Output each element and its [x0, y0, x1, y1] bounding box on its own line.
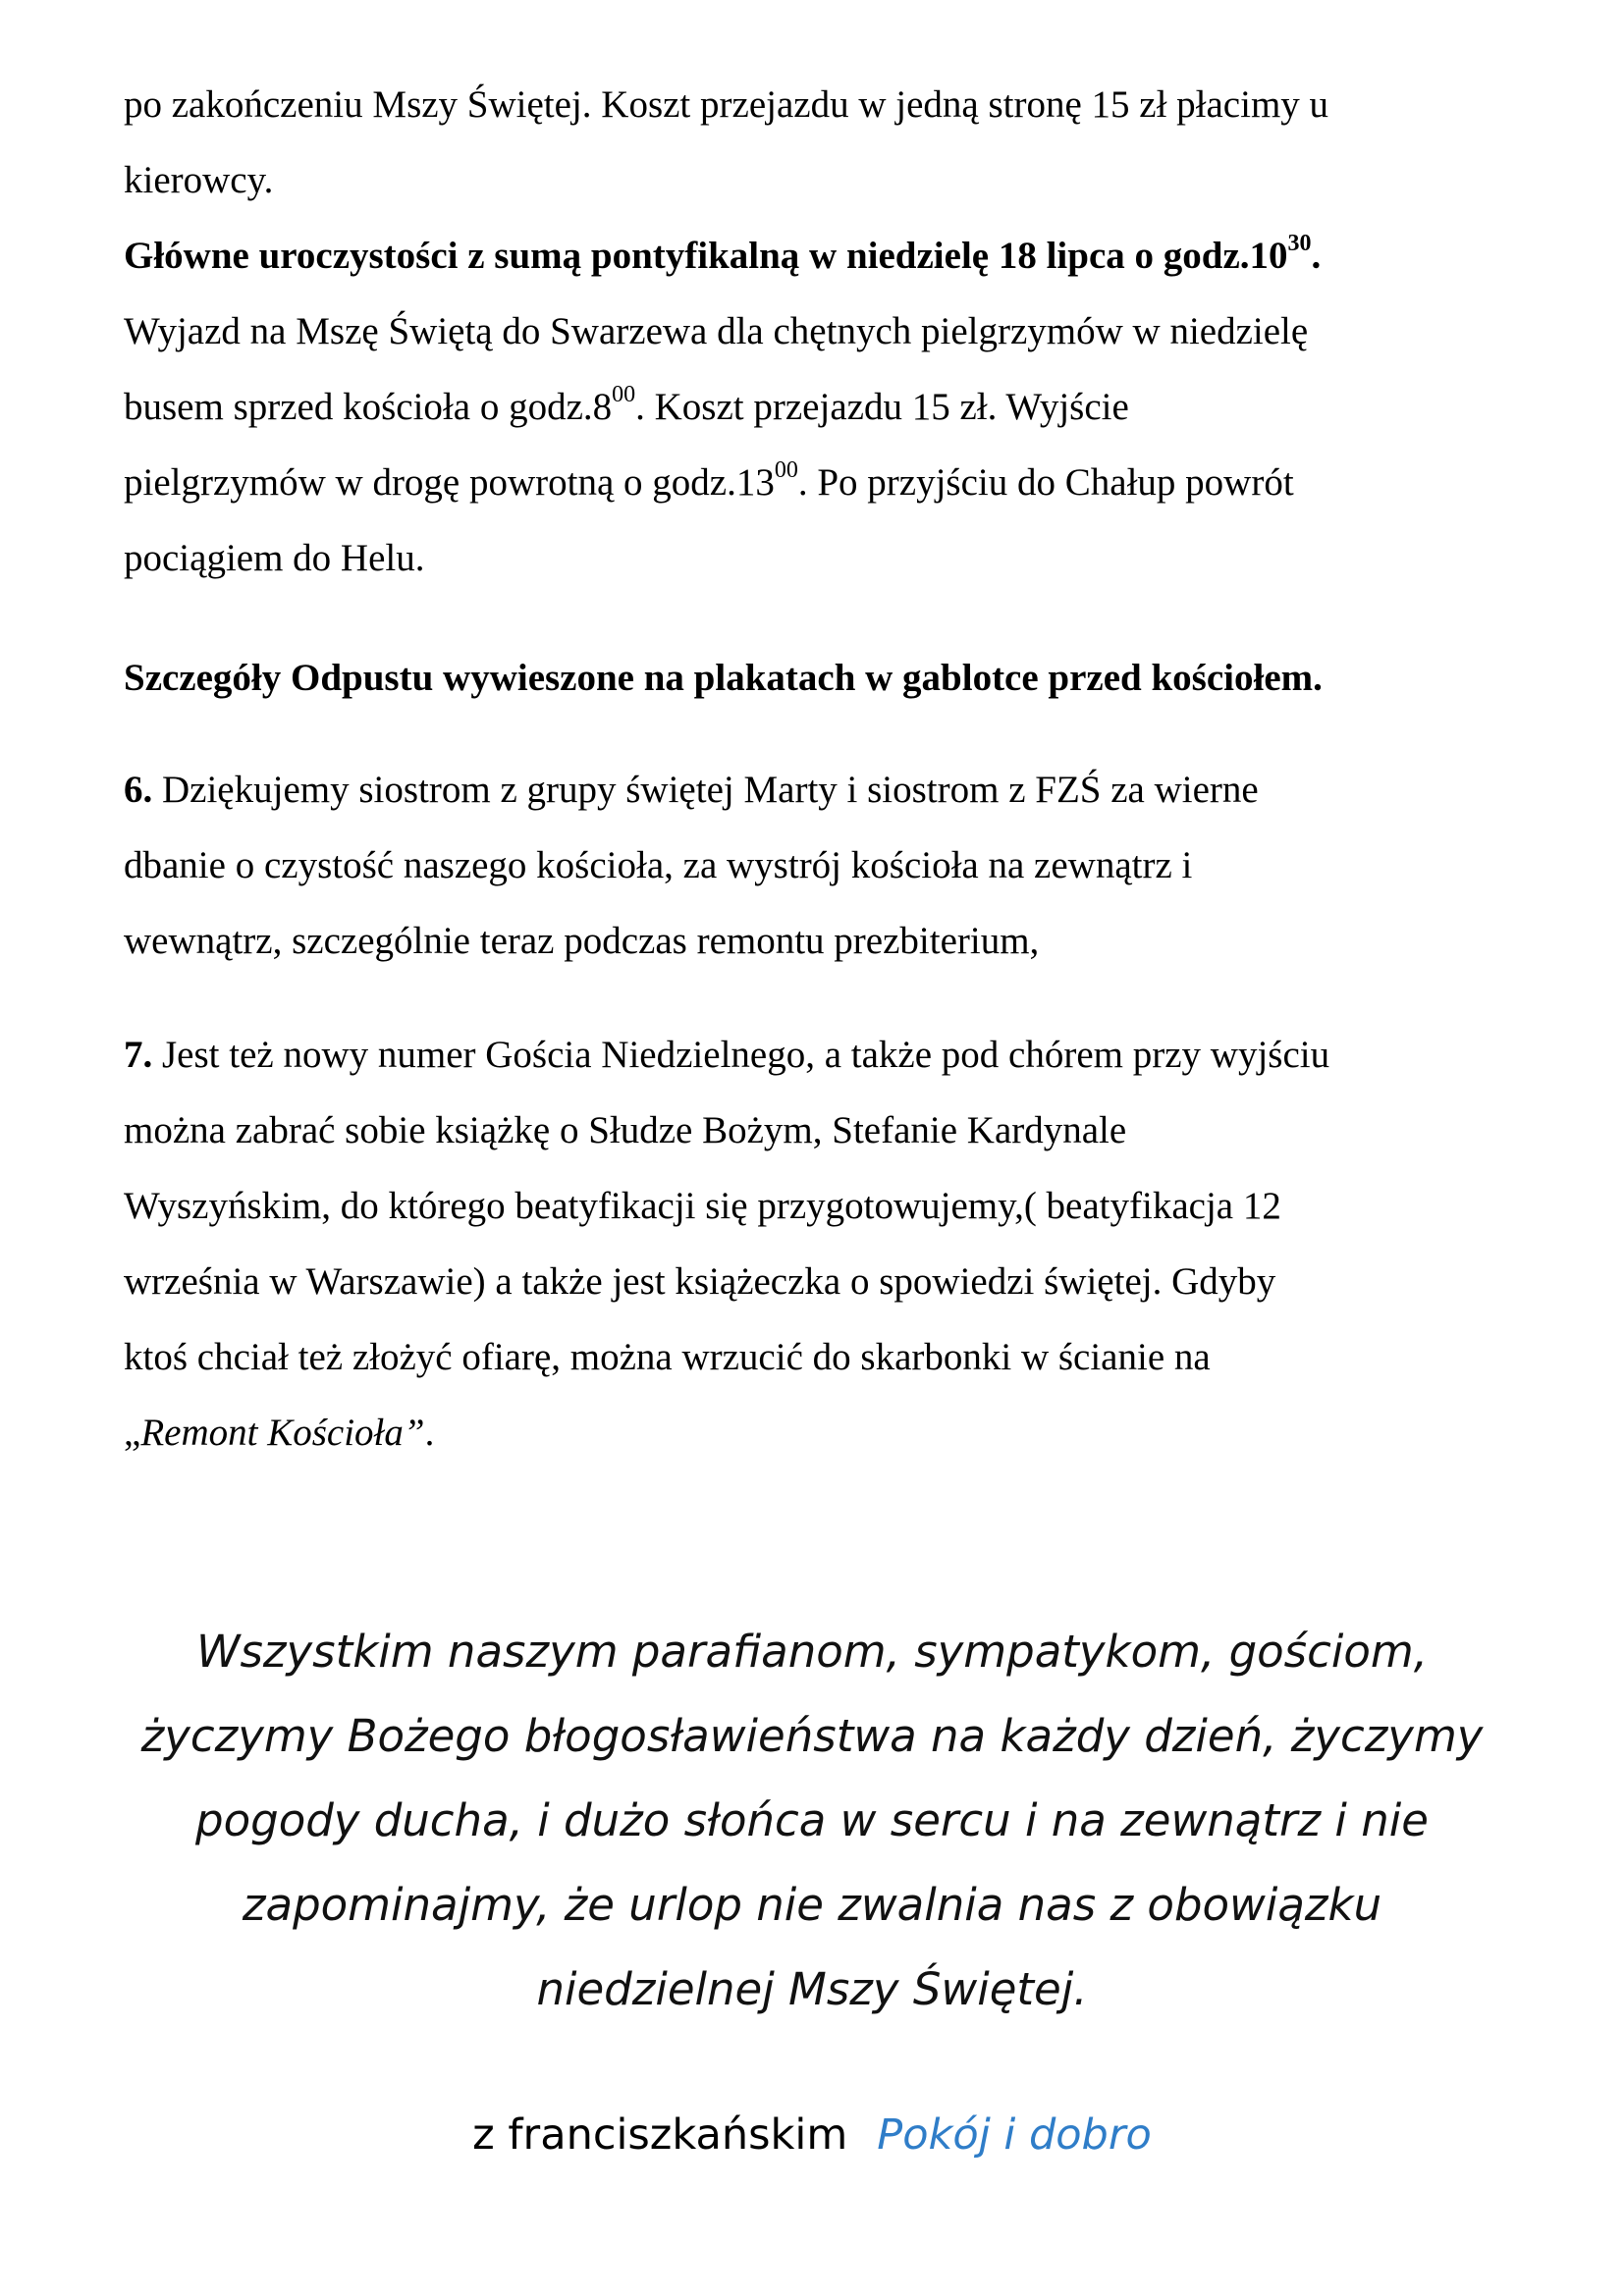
- text-line: ktoś chciał też złożyć ofiarę, można wrzucić do skarbonki w ścianie na: [124, 1336, 1211, 1378]
- text-line: [124, 369, 1516, 445]
- closing-line: niedzielnej Mszy Świętej.: [536, 1963, 1088, 2015]
- text-segment: pielgrzymów w drogę powrotną o godz.13: [124, 461, 775, 504]
- time-superscript: 30: [1287, 231, 1312, 256]
- main-celebration-heading: [124, 218, 1516, 294]
- signoff: [0, 2106, 1624, 2164]
- text-segment: . Koszt przejazdu 15 zł. Wyjście: [635, 386, 1129, 428]
- text-line: Wyjazd na Mszę Świętą do Swarzewa dla chętnych pielgrzymów w niedzielę: [124, 310, 1309, 352]
- text-line: [124, 445, 1516, 520]
- text-segment: Dziękujemy siostrom z grupy świętej Marty i siostrom z FZŚ za wierne: [152, 769, 1259, 811]
- closing-line: Wszystkim naszym parafianom, sympatykom, gościom,: [195, 1626, 1429, 1678]
- announcement-item-6: [124, 752, 1516, 979]
- announcement-item-7: [124, 1017, 1516, 1470]
- time-superscript: 00: [612, 382, 636, 407]
- closing-line: zapominajmy, że urlop nie zwalnia nas z obowiązku: [242, 1879, 1382, 1931]
- text-line: września w Warszawie) a także jest książeczka o spowiedzi świętej. Gdyby: [124, 1260, 1276, 1303]
- text-segment: busem sprzed kościoła o godz.8: [124, 386, 613, 428]
- details-notice: [124, 640, 1516, 716]
- text-segment: Jest też nowy numer Gościa Niedzielnego, a także pod chórem przy wyjściu: [152, 1034, 1330, 1076]
- item-number: 6.: [124, 769, 153, 811]
- text-line: [124, 1395, 1516, 1470]
- text-line: dbanie o czystość naszego kościoła, za wystrój kościoła na zewnątrz i: [124, 844, 1193, 886]
- text-line: Wyszyńskim, do którego beatyfikacji się przygotowujemy,( beatyfikacja 12: [124, 1185, 1281, 1227]
- quoted-title: Remont Kościoła”: [140, 1412, 425, 1454]
- text-line: [124, 1017, 1516, 1093]
- text-line: [124, 752, 1516, 828]
- closing-line: pogody ducha, i dużo słońca w sercu i na zewnątrz i nie: [195, 1794, 1429, 1846]
- paragraph-main-celebration: [124, 218, 1516, 596]
- text-line: kierowcy.: [124, 159, 274, 201]
- text-segment: .: [424, 1412, 435, 1454]
- item-number: 7.: [124, 1034, 153, 1076]
- text-line: pociągiem do Helu.: [124, 537, 425, 579]
- heading-text: Główne uroczystości z sumą pontyfikalną w niedzielę 18 lipca o godz.10: [124, 235, 1288, 277]
- text-segment: . Po przyjściu do Chałup powrót: [797, 461, 1294, 504]
- text-line: można zabrać sobie książkę o Słudze Bożym, Stefanie Kardynale: [124, 1109, 1127, 1151]
- quote-open: „: [124, 1412, 141, 1454]
- heading-end: .: [1311, 235, 1322, 277]
- time-superscript: 00: [774, 457, 798, 483]
- closing-line: życzymy Bożego błogosławieństwa na każdy dzień, życzymy: [140, 1710, 1484, 1762]
- text-line: wewnątrz, szczególnie teraz podczas remontu prezbiterium,: [124, 920, 1040, 962]
- paragraph-travel-cost: [124, 67, 1516, 218]
- signoff-prefix: z franciszkańskim: [472, 2110, 848, 2160]
- text-line: Szczegóły Odpustu wywieszone na plakatach w gablotce przed kościołem.: [124, 657, 1323, 699]
- closing-wish: [0, 1610, 1624, 2032]
- text-line: po zakończeniu Mszy Świętej. Koszt przejazdu w jedną stronę 15 zł płacimy u: [124, 83, 1329, 126]
- signoff-motto: Pokój i dobro: [877, 2110, 1152, 2160]
